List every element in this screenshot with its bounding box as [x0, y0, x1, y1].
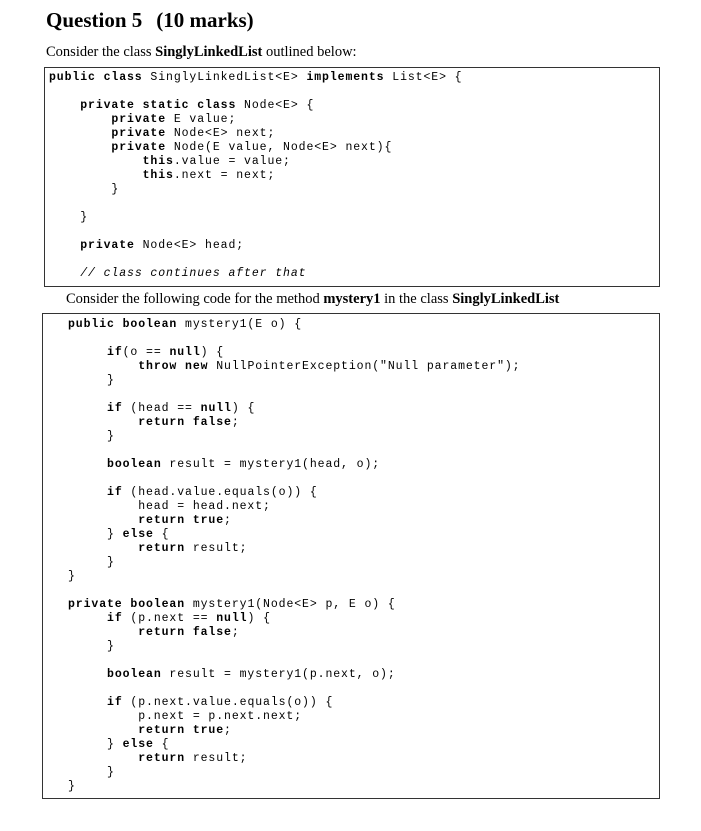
code-line: } — [68, 374, 115, 387]
code-line: boolean result = mystery1(head, o); — [107, 458, 381, 471]
code-line: head = head.next; — [68, 500, 271, 513]
code-line: if(o == null) { — [107, 346, 225, 359]
question-marks: (10 marks) — [156, 8, 254, 32]
code-line: } — [68, 766, 115, 779]
code-line: } — [68, 556, 115, 569]
code-line: return false; — [138, 626, 240, 639]
code-line: return true; — [138, 724, 232, 737]
code-line: if (head.value.equals(o)) { — [107, 486, 318, 499]
code-line: if (head == null) { — [107, 402, 256, 415]
code-line: private Node(E value, Node<E> next){ — [111, 141, 393, 154]
code-line: private E value; — [111, 113, 237, 126]
code-line: } — [68, 780, 76, 793]
code-line: } — [68, 640, 115, 653]
code-line: private Node<E> head; — [80, 239, 245, 252]
code-line: if (p.next == null) { — [107, 612, 271, 625]
mystery1-code-block — [42, 313, 660, 799]
code-line: public class SinglyLinkedList<E> implements List<E> { — [49, 71, 463, 84]
method-name: mystery1 — [323, 291, 381, 307]
question-title: Question 5 — [46, 8, 143, 32]
code-line: if (p.next.value.equals(o)) { — [107, 696, 334, 709]
code-line: } — [49, 211, 89, 224]
code-line: boolean result = mystery1(p.next, o); — [107, 668, 396, 681]
code-line: // class continues after that — [80, 267, 307, 280]
class-outline-code-block — [44, 67, 660, 287]
code-line: } else { — [68, 528, 170, 541]
code-line: private static class Node<E> { — [80, 99, 315, 112]
code-line: this.value = value; — [142, 155, 291, 168]
code-line: public boolean mystery1(E o) { — [68, 318, 303, 331]
code-line: return result; — [138, 752, 248, 765]
code-line: private boolean mystery1(Node<E> p, E o) { — [68, 598, 396, 611]
code-line: return result; — [138, 542, 248, 555]
class-name-2: SinglyLinkedList — [452, 291, 560, 307]
intro-text-1: Consider the class SinglyLinkedList outlined below: — [46, 44, 357, 60]
code-line: } — [49, 183, 120, 196]
code-line: p.next = p.next.next; — [68, 710, 303, 723]
code-line: private Node<E> next; — [111, 127, 276, 140]
code-line: } — [68, 570, 76, 583]
code-line: throw new NullPointerException("Null parameter"); — [138, 360, 521, 373]
intro-text-2: Consider the following code for the method mystery1 in the class SinglyLinkedList — [66, 291, 560, 307]
code-line: this.next = next; — [142, 169, 276, 182]
class-name: SinglyLinkedList — [155, 44, 263, 60]
code-line: return true; — [138, 514, 232, 527]
code-line: return false; — [138, 416, 240, 429]
question-heading — [46, 8, 254, 33]
code-line: } else { — [68, 738, 170, 751]
code-line: } — [68, 430, 115, 443]
